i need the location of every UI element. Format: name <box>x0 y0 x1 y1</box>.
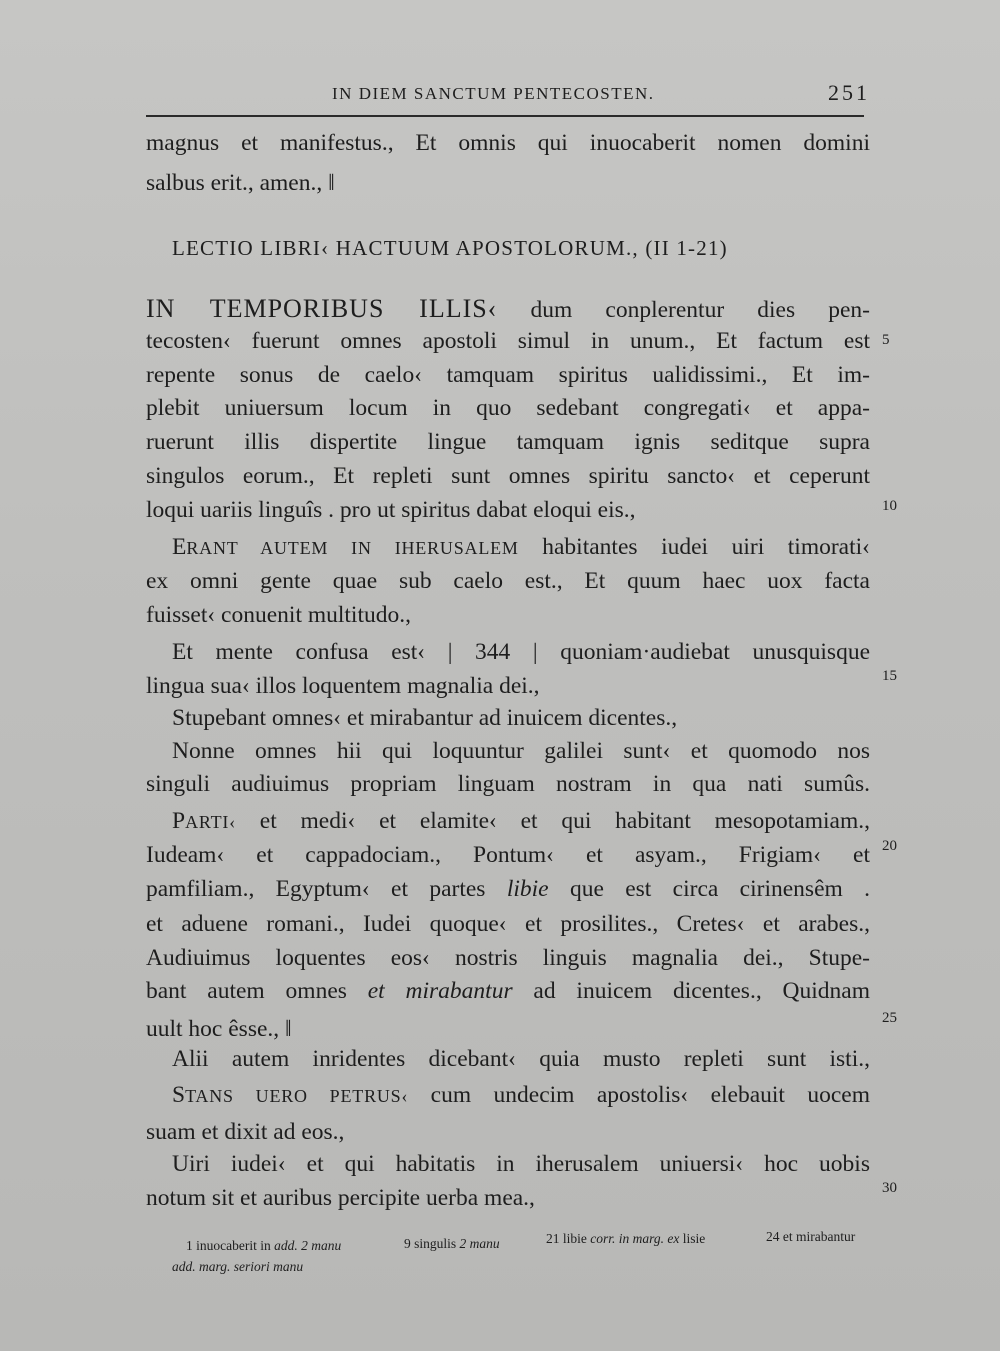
line-part: ex omni gente quae sub caelo est., Et quum haec uox facta <box>146 568 870 594</box>
line-part: que est circa cirinensêm . <box>548 876 871 902</box>
header-rule <box>146 115 864 117</box>
text-line <box>146 326 870 356</box>
line-number: 20 <box>882 838 897 854</box>
line-number: 30 <box>882 1180 897 1196</box>
line-part: singulos eorum., Et repleti sunt omnes spiritu sancto‹ et ceperunt <box>146 463 870 489</box>
note-text: 21 libie <box>546 1231 591 1246</box>
line-part: suam et dixit ad eos., <box>146 1119 345 1145</box>
italic-text: libie <box>506 876 549 902</box>
text-line <box>146 566 870 596</box>
text-line <box>172 1044 870 1074</box>
note-italic: 2 manu <box>459 1236 500 1251</box>
text-line <box>146 393 870 423</box>
text-line <box>172 637 870 667</box>
footnote <box>186 1235 341 1257</box>
line-part: ad inuicem dicentes., Quidnam <box>512 978 870 1004</box>
line-part: bant autem omnes <box>146 978 368 1004</box>
line-part: Et mente confusa est‹ | 344 | quoniam·audiebat unusquisque <box>172 639 870 665</box>
line-number: 5 <box>882 332 890 348</box>
text-line <box>146 976 870 1006</box>
text-line <box>146 671 870 701</box>
footnote <box>404 1233 500 1255</box>
footnote: add. marg. seriori manu <box>172 1259 304 1274</box>
text-line <box>172 1080 870 1111</box>
line-part: singuli audiuimus propriam linguam nostram in qua nati sumûs. <box>146 771 870 797</box>
note-italic: corr. in marg. ex <box>590 1231 680 1246</box>
line-part: lingua sua‹ illos loquentem magnalia dei., <box>146 673 540 699</box>
line-number: 15 <box>882 668 897 684</box>
line-part: Alii autem inridentes dicebant‹ quia musto repleti sunt isti., <box>172 1046 870 1072</box>
footnote: 24 et mirabantur <box>766 1229 856 1244</box>
line-part: Nonne omnes hii qui loquuntur galilei sunt‹ et quomodo nos <box>172 738 870 764</box>
line-part: Iudeam‹ et cappadociam., Pontum‹ et asyam., Frigiam‹ et <box>146 842 870 868</box>
small-caps: RANT AUTEM IN IHERUSALEM <box>186 538 519 558</box>
line-part: cum undecim apostolis‹ elebauit uocem <box>408 1082 870 1108</box>
line-part: repente sonus de caelo‹ tamquam spiritus ualidissimi., Et im- <box>146 362 870 388</box>
note-text: 1 inuocaberit in <box>186 1238 275 1253</box>
text-line <box>146 294 870 325</box>
line-part: tecosten‹ fuerunt omnes apostoli simul in unum., Et factum est <box>146 328 870 354</box>
initial: E <box>172 534 187 560</box>
initial: S <box>172 1082 186 1108</box>
text-line <box>172 703 870 733</box>
text-line <box>146 495 870 525</box>
italic-text: et mirabantur <box>367 978 513 1004</box>
small-caps: TANS UERO PETRUS‹ <box>185 1086 409 1106</box>
line-part: pamfiliam., Egyptum‹ et partes <box>146 876 507 902</box>
text-line <box>146 360 870 390</box>
line-part: Stupebant omnes‹ et mirabantur ad inuicem dicentes., <box>172 705 678 731</box>
text-line <box>172 736 870 766</box>
text-line <box>146 1014 870 1044</box>
running-header <box>146 80 870 110</box>
lectio-heading: LECTIO LIBRI‹ HACTUUM APOSTOLORUM., (II 1-21) <box>172 236 728 260</box>
note-italic: add. 2 manu <box>274 1238 342 1253</box>
line-part: notum sit et auribus percipite uerba mea., <box>146 1185 535 1211</box>
text-line-1 <box>146 128 870 158</box>
text-line <box>172 1149 870 1179</box>
line-part: fuisset‹ conuenit multitudo., <box>146 602 411 628</box>
text-line <box>146 909 870 939</box>
line-part: et medi‹ et elamite‹ et qui habitant mesopotamiam., <box>236 808 870 834</box>
initial: P <box>172 808 186 834</box>
line-part: uult hoc êsse., ‖ <box>146 1016 292 1042</box>
page-number: 251 <box>828 80 870 105</box>
text-line <box>146 840 870 870</box>
incipit-caps: IN TEMPORIBUS ILLIS‹ <box>146 294 498 323</box>
line-part: habitantes iudei uiri timorati‹ <box>518 534 870 560</box>
line-part: dum conplerentur dies pen- <box>497 297 870 323</box>
line-part: plebit uniuersum locum in quo sedebant congregati‹ et appa- <box>146 395 870 421</box>
note-text: lisie <box>679 1231 706 1246</box>
line-part: ruerunt illis dispertite lingue tamquam ignis seditque supra <box>146 429 870 455</box>
text-line <box>146 461 870 491</box>
text-line <box>146 1183 870 1213</box>
line-part: magnus et manifestus., Et omnis qui inuocaberit nomen domini <box>146 130 870 156</box>
line-number: 10 <box>882 498 897 514</box>
line-part: Uiri iudei‹ et qui habitatis in iherusalem uniuersi‹ hoc uobis <box>172 1151 870 1177</box>
line-part: Audiuimus loquentes eos‹ nostris linguis magnalia dei., Stupe- <box>146 945 870 971</box>
text-line <box>146 600 870 630</box>
text-line <box>146 769 870 799</box>
text-line <box>146 874 870 904</box>
footnote <box>546 1228 705 1250</box>
text-line <box>146 943 870 973</box>
line-part: salbus erit., amen., ‖ <box>146 170 335 196</box>
line-part: et aduene romani., Iudei quoque‹ et prosilites., Cretes‹ et arabes., <box>146 911 870 937</box>
header-title: IN DIEM SANCTUM PENTECOSTEN. <box>332 84 655 103</box>
text-line <box>146 427 870 457</box>
text-line <box>146 1117 870 1147</box>
note-text: 9 singulis <box>404 1236 460 1251</box>
text-line-2 <box>146 168 870 198</box>
small-caps: ARTI‹ <box>185 812 236 832</box>
text-line <box>172 532 870 563</box>
line-number: 25 <box>882 1010 897 1026</box>
text-line <box>172 806 870 837</box>
line-part: loqui uariis linguîs . pro ut spiritus dabat eloqui eis., <box>146 497 636 523</box>
